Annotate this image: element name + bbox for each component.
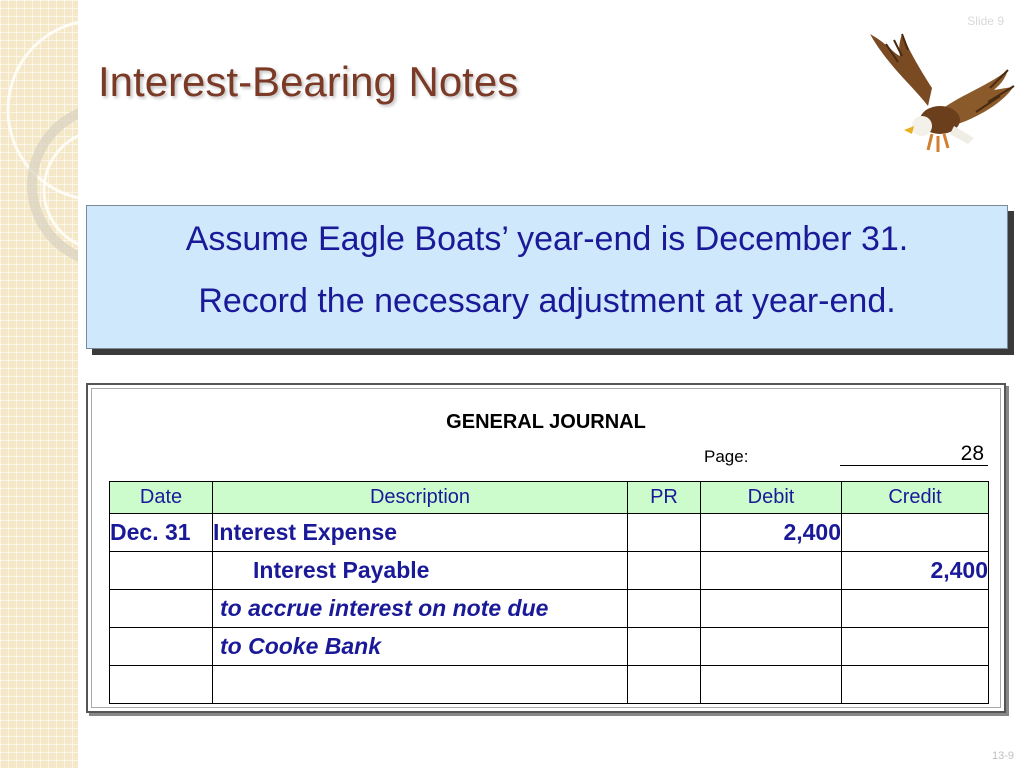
callout-line-1: Assume Eagle Boats’ year-end is December 31. xyxy=(185,220,909,258)
table-row xyxy=(110,552,989,590)
column-header-credit: Credit xyxy=(842,482,989,514)
column-header-date: Date xyxy=(110,482,213,514)
decorative-arcs xyxy=(0,0,78,768)
entry-date xyxy=(110,552,213,590)
entry-debit xyxy=(701,590,842,628)
table-row xyxy=(110,666,989,704)
entry-debit xyxy=(701,628,842,666)
entry-date: Dec. 31 xyxy=(110,514,213,552)
page-footer-number: 13-9 xyxy=(991,750,1014,762)
entry-debit xyxy=(701,666,842,704)
entry-pr xyxy=(628,514,701,552)
entry-memo: to Cooke Bank xyxy=(213,628,628,666)
callout-line-2: Record the necessary adjustment at year-end. xyxy=(198,282,896,320)
general-journal-panel xyxy=(86,383,1006,713)
entry-pr xyxy=(628,628,701,666)
entry-debit: 2,400 xyxy=(701,514,842,552)
journal-title: GENERAL JOURNAL xyxy=(446,411,646,433)
entry-description: Interest Payable xyxy=(213,552,628,590)
eagle-icon xyxy=(858,26,1016,166)
entry-pr xyxy=(628,666,701,704)
entry-description: Interest Expense xyxy=(213,514,628,552)
entry-pr xyxy=(628,552,701,590)
table-row xyxy=(110,628,989,666)
entry-credit xyxy=(842,590,989,628)
general-journal-frame xyxy=(91,388,1001,708)
entry-credit: 2,400 xyxy=(842,552,989,590)
entry-date xyxy=(110,590,213,628)
entry-debit xyxy=(701,552,842,590)
entry-credit xyxy=(842,628,989,666)
entry-pr xyxy=(628,590,701,628)
slide-number: Slide 9 xyxy=(967,14,1004,28)
column-header-description: Description xyxy=(213,482,628,514)
entry-date xyxy=(110,666,213,704)
page-label: Page: xyxy=(704,447,749,466)
entry-credit xyxy=(842,514,989,552)
journal-table xyxy=(109,481,989,704)
column-header-debit: Debit xyxy=(701,482,842,514)
table-row xyxy=(110,590,989,628)
entry-description xyxy=(213,666,628,704)
slide-title: Interest-Bearing Notes xyxy=(98,58,519,105)
entry-memo: to accrue interest on note due xyxy=(213,590,628,628)
entry-date xyxy=(110,628,213,666)
entry-credit xyxy=(842,666,989,704)
table-row xyxy=(110,514,989,552)
assumption-callout xyxy=(86,205,1008,349)
column-header-pr: PR xyxy=(628,482,701,514)
page-number: 28 xyxy=(840,442,988,466)
journal-header-row xyxy=(110,482,989,514)
decorative-side-strip xyxy=(0,0,78,768)
